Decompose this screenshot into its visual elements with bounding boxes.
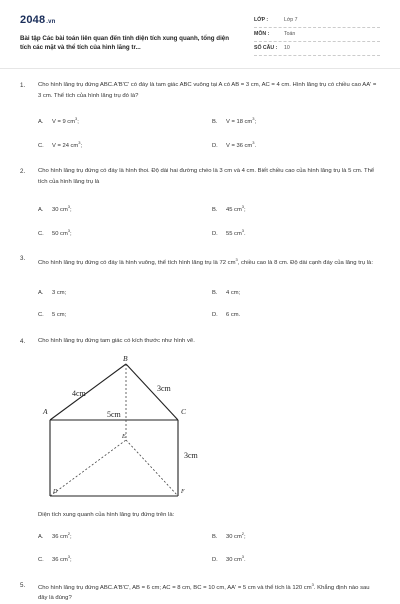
question-text: Cho hình lăng trụ đứng có đáy là hình vuông, thể tích hình lăng trụ là 72 $cm^3$, chiều cao là 8 cm. Độ dài cạnh đáy của lăng trụ là: <box>38 257 373 266</box>
logo-text: 2048 <box>20 14 46 26</box>
vertex-f-label: F <box>181 489 185 495</box>
option-c[interactable] <box>38 312 66 318</box>
question-number: 3. <box>20 255 26 262</box>
option-label: A. <box>38 533 44 540</box>
option-text: 55 $cm^3$. <box>226 228 246 237</box>
logo[interactable] <box>20 14 56 26</box>
option-label: B. <box>212 290 218 296</box>
option-d[interactable] <box>212 554 246 563</box>
option-text: 45 $cm^3$; <box>226 204 246 213</box>
meta-row-subject <box>254 28 380 42</box>
vertex-b-label: B <box>123 354 128 363</box>
option-text: V = 36 $cm^3$. <box>226 140 257 149</box>
option-label: D. <box>212 230 218 237</box>
option-d[interactable] <box>212 140 256 149</box>
header-divider <box>0 68 400 69</box>
prism-figure <box>40 354 200 502</box>
option-label: B. <box>212 206 218 213</box>
meta-value: Lớp 7 <box>284 17 298 23</box>
height-length-label: 3cm <box>184 451 198 460</box>
question-text: Cho hình lăng trụ đứng có đáy là hình thoi. Độ dài hai đường chéo là 3 cm và 4 cm. Biết chiều cao của hình lăng trụ là 5 cm. Thể tích của hình lăng trụ là <box>38 168 375 185</box>
option-text: 50 $cm^3$; <box>52 228 72 237</box>
meta-key: SỐ CÂU : <box>254 45 278 51</box>
option-c[interactable] <box>38 140 82 149</box>
document-title: Bài tập Các bài toán liên quan đến tính diện tích xung quanh, tổng diện tích các mặt và thể tích của hình lăng tr... <box>20 35 230 51</box>
option-text: 36 $cm^3$; <box>52 554 72 563</box>
question-number: 2. <box>20 168 26 175</box>
vertex-e-label: E <box>122 434 126 440</box>
option-a[interactable] <box>38 290 66 296</box>
option-text: V = 18 $cm^3$; <box>226 116 257 125</box>
page-header <box>0 0 400 66</box>
question-number: 5. <box>20 582 26 589</box>
ac-length-label: 5cm <box>107 410 121 419</box>
option-b[interactable] <box>212 290 240 296</box>
question-text: Cho hình lăng trụ đứng ABC.A'B'C' có đáy là tam giác ABC vuông tại A có AB = 3 cm, AC = 4 cm. Hình lăng trụ có chiều cao AA' = 3 cm. Thể tích của hình lăng trụ đó là? <box>38 82 377 99</box>
option-c[interactable] <box>38 228 72 237</box>
vertex-c-label: C <box>181 407 187 416</box>
option-text: 36 $cm^2$; <box>52 531 72 540</box>
option-a[interactable] <box>38 204 72 213</box>
option-a[interactable] <box>38 116 79 125</box>
ab-length-label: 4cm <box>72 389 86 398</box>
option-text: V = 24 $cm^3$; <box>52 140 83 149</box>
question-number: 1. <box>20 82 26 89</box>
option-label: D. <box>212 556 218 563</box>
option-label: B. <box>212 533 218 540</box>
option-label: D. <box>212 142 218 149</box>
hidden-edge-de <box>50 440 126 496</box>
option-c[interactable] <box>38 554 72 563</box>
option-d[interactable] <box>212 228 246 237</box>
question-number: 4. <box>20 338 26 345</box>
meta-key: MÔN : <box>254 31 270 37</box>
bc-length-label: 3cm <box>157 384 171 393</box>
logo-domain: .vn <box>46 19 56 25</box>
option-b[interactable] <box>212 116 256 125</box>
question-text: Cho hình lăng trụ đứng ABC.A'B'C', AB = 6 cm; AC = 8 cm, BC = 10 cm, AA' = 5 cm và thể tích là 120 $cm^3$. Khẳng định nào sau đây là đúng? <box>38 582 370 602</box>
vertex-a-label: A <box>43 407 48 416</box>
option-label: B. <box>212 118 218 125</box>
option-text: 4 cm; <box>226 290 241 296</box>
question-subtext: Diện tích xung quanh của hình lăng trụ đứng trên là: <box>38 512 175 518</box>
option-b[interactable] <box>212 531 246 540</box>
option-text: 30 $cm^3$. <box>226 554 246 563</box>
meta-row-grade <box>254 14 380 28</box>
option-b[interactable] <box>212 204 246 213</box>
option-text: 30 $cm^3$; <box>52 204 72 213</box>
meta-value: Toán <box>284 31 296 37</box>
option-label: A. <box>38 206 44 213</box>
option-text: V = 9 $cm^3$; <box>52 116 79 125</box>
option-a[interactable] <box>38 531 72 540</box>
meta-key: LỚP : <box>254 17 269 23</box>
option-label: C. <box>38 312 44 318</box>
question-text: Cho hình lăng trụ đứng tam giác có kích thước như hình vẽ. <box>38 338 195 344</box>
meta-row-count <box>254 42 380 56</box>
option-text: 6 cm. <box>226 312 241 318</box>
option-label: C. <box>38 230 44 237</box>
option-label: D. <box>212 312 218 318</box>
option-label: C. <box>38 142 44 149</box>
meta-value: 10 <box>284 45 290 51</box>
option-text: 30 $cm^2$; <box>226 531 246 540</box>
option-text: 5 cm; <box>52 312 67 318</box>
vertex-d-label: D <box>53 489 58 495</box>
option-label: A. <box>38 118 44 125</box>
option-d[interactable] <box>212 312 240 318</box>
option-label: C. <box>38 556 44 563</box>
option-label: A. <box>38 290 44 296</box>
option-text: 3 cm; <box>52 290 67 296</box>
hidden-edge-ef <box>126 440 178 496</box>
